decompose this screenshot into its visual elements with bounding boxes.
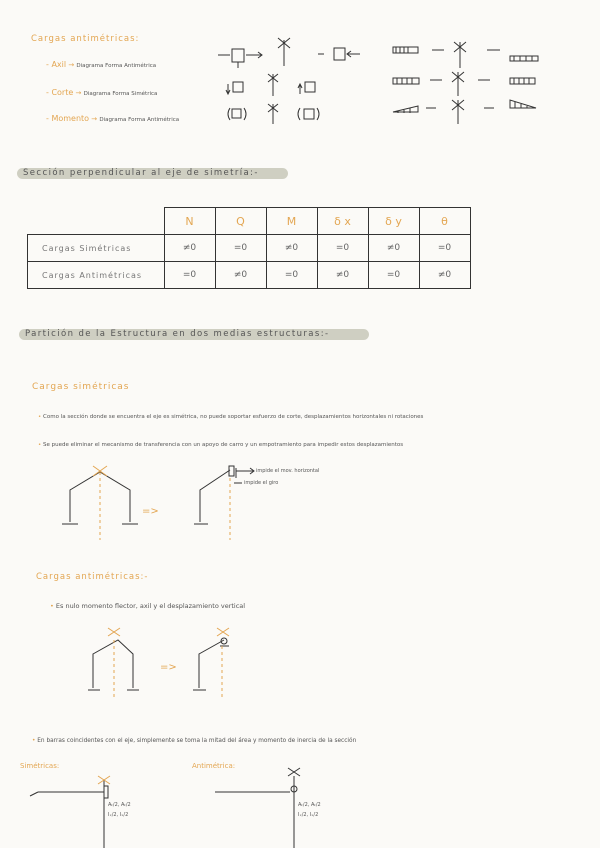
legend-momento: - Momento → Diagrama Forma Antimétrica bbox=[46, 114, 180, 123]
section1-title: Sección perpendicular al eje de simetría:- bbox=[17, 168, 288, 179]
table-row-label: Cargas Antimétricas bbox=[28, 262, 165, 289]
corte-axis bbox=[268, 74, 278, 96]
table-header-dy: δ y bbox=[368, 208, 419, 235]
anti-bullet: • Es nulo momento flector, axil y el desplazamiento vertical bbox=[50, 602, 246, 610]
axil-sketch-left bbox=[218, 49, 262, 68]
momento-sketch-right bbox=[298, 108, 319, 120]
corte-diagram bbox=[393, 72, 535, 96]
bottom-label-simetricas: Simétricas: bbox=[20, 762, 60, 770]
sim-frame-full bbox=[62, 466, 138, 540]
bottom-sim-sketch bbox=[30, 776, 110, 848]
table-cell: =0 bbox=[419, 235, 470, 262]
sim-arrow: => bbox=[142, 506, 159, 517]
sim-bullet-1: • Como la sección donde se encuentra el eje es simétrica, no puede soportar esfuerzo de corte, desplazamientos horizontales ni rotaciones bbox=[38, 414, 424, 420]
corte-sketch-left bbox=[226, 82, 243, 94]
anti-bullet-text: Es nulo momento flector, axil y el desplazamiento vertical bbox=[55, 602, 246, 610]
legend-corte-label: Corte bbox=[51, 88, 74, 97]
momento-axis bbox=[268, 104, 278, 124]
table-row bbox=[28, 235, 471, 262]
anti-arrow: => bbox=[160, 662, 177, 673]
table-header-q: Q bbox=[215, 208, 266, 235]
bottom-anti-sketch bbox=[215, 768, 300, 848]
sim-bullet-2: • Se puede eliminar el mecanismo de transferencia con un apoyo de carro y un empotramiento para impedir estos desplazamientos bbox=[38, 442, 404, 448]
table-header-m: M bbox=[266, 208, 317, 235]
table-row bbox=[28, 262, 471, 289]
momento-sketch-left bbox=[228, 108, 246, 120]
table-corner bbox=[28, 208, 165, 235]
table-header-theta: θ bbox=[419, 208, 470, 235]
bottom-annotation-area: Aₜ/2, Aₜ/2 bbox=[108, 802, 131, 808]
bottom-annotation-inertia: Iₓ/2, Iₓ/2 bbox=[108, 812, 129, 818]
table-cell: =0 bbox=[317, 235, 368, 262]
section2-title: Partición de la Estructura en dos medias estructuras:- bbox=[19, 329, 369, 340]
cargas-simetricas-title: Cargas simétricas bbox=[32, 382, 130, 392]
sim-annotation-giro: impide el giro bbox=[244, 480, 279, 486]
table-cell: ≠0 bbox=[164, 235, 215, 262]
table-header-dx: δ x bbox=[317, 208, 368, 235]
final-note-text: En barras coincidentes con el eje, simplemente se toma la mitad del área y momento de inercia de la sección bbox=[37, 738, 357, 744]
legend-momento-label: Momento bbox=[51, 114, 90, 123]
table-row-label: Cargas Simétricas bbox=[28, 235, 165, 262]
legend-axil-label: Axil bbox=[51, 60, 67, 69]
legend-axil: - Axil → Diagrama Forma Antimétrica bbox=[46, 60, 157, 69]
table-cell: =0 bbox=[215, 235, 266, 262]
table-cell: ≠0 bbox=[368, 235, 419, 262]
table-header-n: N bbox=[164, 208, 215, 235]
table-cell: =0 bbox=[266, 262, 317, 289]
sim-frame-half bbox=[194, 466, 254, 540]
sim-bullet-1-text: Como la sección donde se encuentra el eje es simétrica, no puede soportar esfuerzo de corte, desplazamientos horizontales ni rotaciones bbox=[43, 414, 424, 420]
legend-corte-desc: Diagrama Forma Simétrica bbox=[83, 91, 158, 97]
table-cell: ≠0 bbox=[419, 262, 470, 289]
table-cell: ≠0 bbox=[266, 235, 317, 262]
axil-sketch-right bbox=[318, 48, 360, 60]
legend-axil-desc: Diagrama Forma Antimétrica bbox=[76, 63, 157, 69]
table-cell: =0 bbox=[164, 262, 215, 289]
anti-frame-half bbox=[193, 628, 229, 700]
anti-frame-full bbox=[88, 628, 139, 700]
sim-annotation-horizontal: impide el mov. horizontal bbox=[256, 468, 320, 474]
symmetry-table bbox=[27, 207, 471, 289]
table-cell: =0 bbox=[368, 262, 419, 289]
bottom-annotation-inertia-anti: Iₓ/2, Iₓ/2 bbox=[298, 812, 319, 818]
cargas-antimetricas-header: Cargas antimétricas: bbox=[31, 34, 140, 44]
axil-axis-1 bbox=[278, 38, 290, 66]
final-note: • En barras coincidentes con el eje, simplemente se toma la mitad del área y momento de inercia de la sección bbox=[32, 738, 357, 744]
bottom-label-antimetricas: Antimétrica: bbox=[192, 762, 236, 770]
sim-bullet-2-text: Se puede eliminar el mecanismo de transferencia con un apoyo de carro y un empotramiento para impedir estos desplazamientos bbox=[43, 442, 404, 448]
cargas-antimetricas-title: Cargas antimétricas:- bbox=[36, 572, 149, 582]
momento-diagram bbox=[393, 100, 536, 124]
bottom-annotation-area-anti: Aₜ/2, Aₜ/2 bbox=[298, 802, 321, 808]
legend-corte: - Corte → Diagrama Forma Simétrica bbox=[46, 88, 158, 97]
table-cell: ≠0 bbox=[317, 262, 368, 289]
legend-momento-desc: Diagrama Forma Antimétrica bbox=[99, 117, 180, 123]
corte-sketch-right bbox=[298, 82, 315, 94]
axil-diagram bbox=[393, 42, 538, 68]
table-cell: ≠0 bbox=[215, 262, 266, 289]
